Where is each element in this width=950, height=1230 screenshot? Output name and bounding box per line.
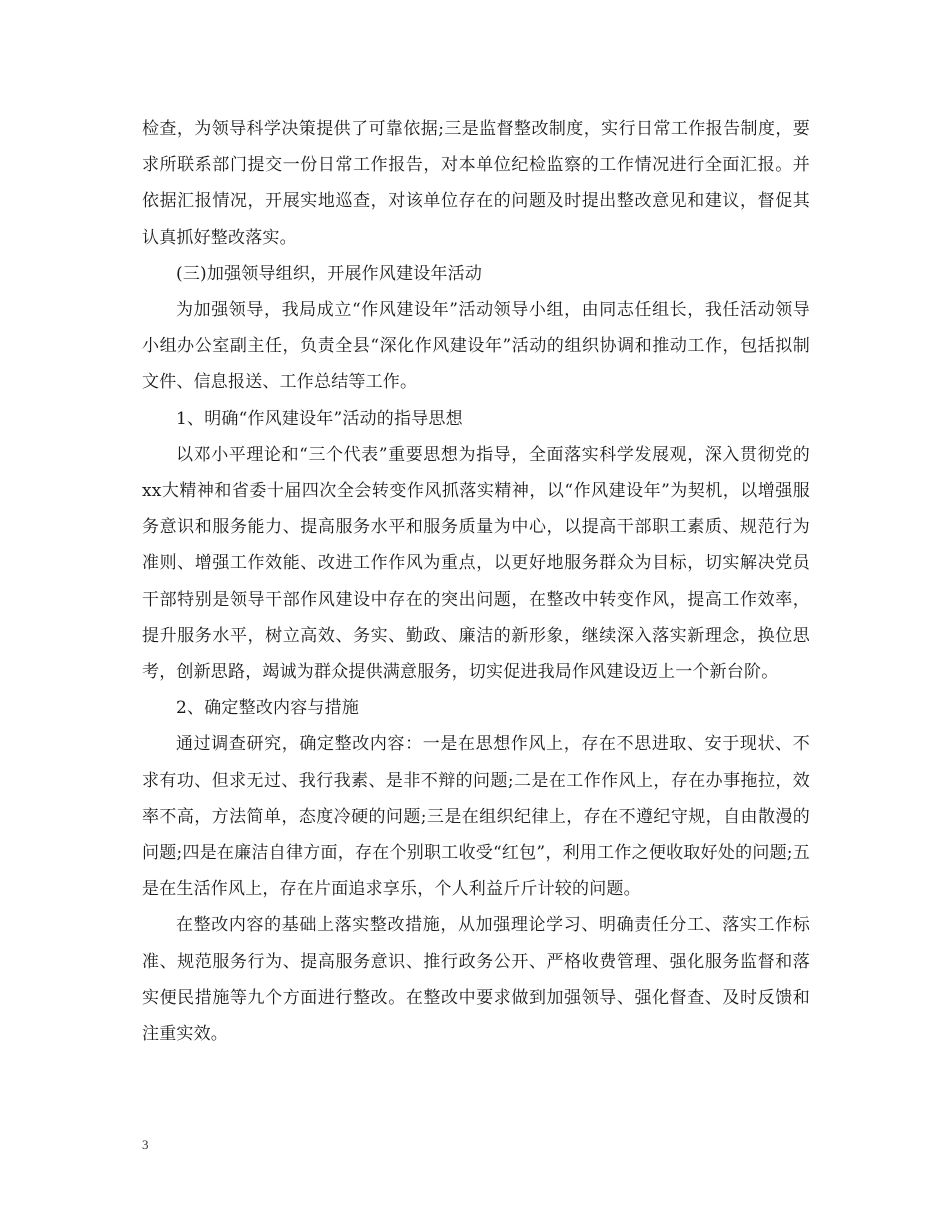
- section-heading-leadership: (三)加强领导组织，开展作风建设年活动: [176, 263, 483, 284]
- paragraph-rectification-content: 通过调查研究，确定整改内容：一是在思想作风上，存在不思进取、安于现状、不求有功、但求无过、我行我素、是非不辩的问题;二是在工作作风上，存在办事拖拉，效率不高，方法简单，态度冷硬的问题;三是在组织纪律上，存在不遵纪守规，自由散漫的问题;四是在廉洁自律方面，存在个别职工收受“红包”，利用工作之便收取好处的问题;五是在生活作风上，存在片面追求享乐，个人利益斤斤计较的问题。: [142, 734, 810, 900]
- paragraph-rectification-measures: 在整改内容的基础上落实整改措施，从加强理论学习、明确责任分工、落实工作标准、规范服务行为、提高服务意识、推行政务公开、严格收费管理、强化服务监督和落实便民措施等九个方面进行整改。在整改中要求做到加强领导、强化督查、及时反馈和注重实效。: [142, 915, 810, 1045]
- document-body: [142, 111, 810, 1052]
- subheading-rectification: 2、确定整改内容与措施: [176, 698, 360, 719]
- page-number: 3: [142, 1137, 149, 1152]
- paragraph-continuation: 检查，为领导科学决策提供了可靠依据;三是监督整改制度，实行日常工作报告制度，要求所联系部门提交一份日常工作报告，对本单位纪检监察的工作情况进行全面汇报。并依据汇报情况，开展实地巡查，对该单位存在的问题及时提出整改意见和建议，督促其认真抓好整改落实。: [142, 119, 810, 248]
- paragraph-leadership-group: 为加强领导，我局成立“作风建设年”活动领导小组，由同志任组长，我任活动领导小组办公室副主任，负责全县“深化作风建设年”活动的组织协调和推动工作，包括拟制文件、信息报送、工作总结等工作。: [142, 300, 810, 393]
- subheading-guiding-ideology: 1、明确“作风建设年”活动的指导思想: [176, 408, 463, 429]
- paragraph-guiding-ideology: 以邓小平理论和“三个代表”重要思想为指导，全面落实科学发展观，深入贯彻党的xx大精神和省委十届四次全会转变作风抓落实精神，以“作风建设年”为契机，以增强服务意识和服务能力、提高服务水平和服务质量为中心，以提高干部职工素质、规范行为准则、增强工作效能、改进工作作风为重点，以更好地服务群众为目标，切实解决党员干部特别是领导干部作风建设中存在的突出问题，在整改中转变作风，提高工作效率，提升服务水平，树立高效、务实、勤政、廉洁的新形象，继续深入落实新理念，换位思考，创新思路，竭诚为群众提供满意服务，切实促进我局作风建设迈上一个新台阶。: [142, 444, 810, 683]
